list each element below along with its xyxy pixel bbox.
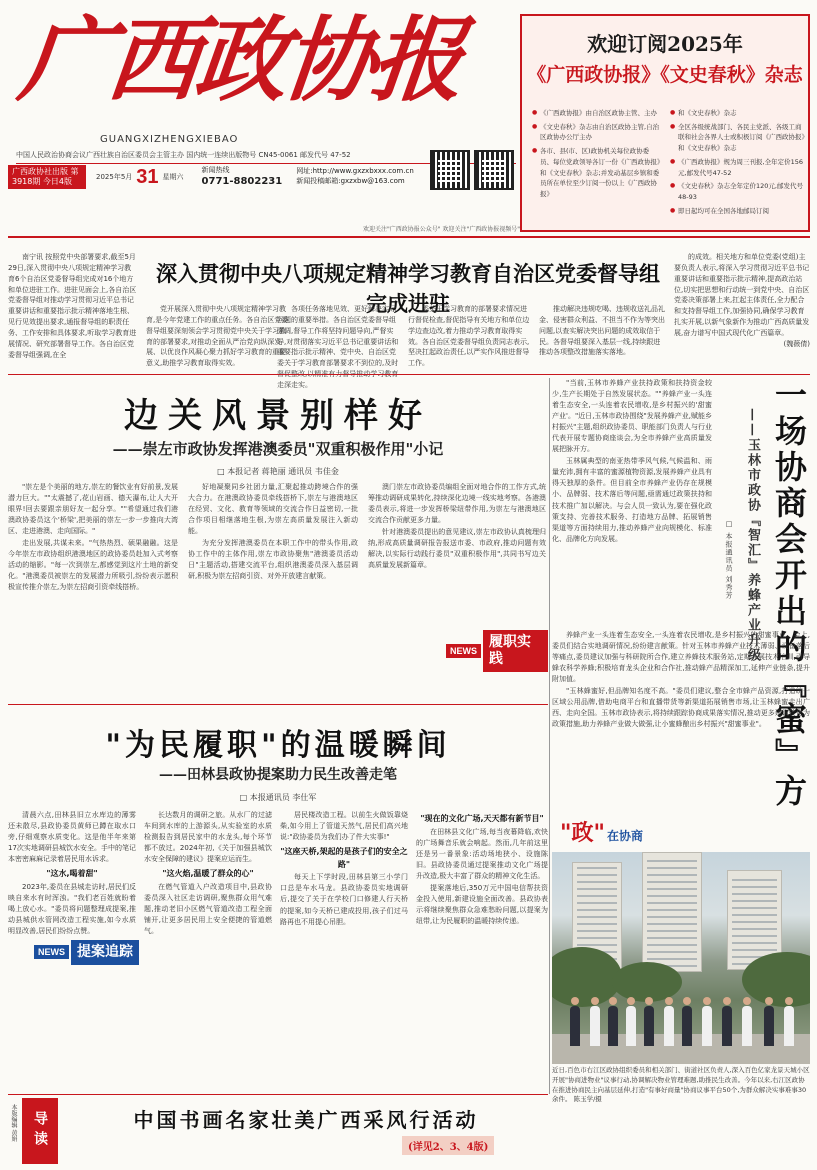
masthead-pinyin: GUANGXIZHENGXIEBAO [100, 134, 239, 145]
list-item: ● 《广西政协报》规为周三刊报,全年定价156元,邮发代号47-52 [670, 157, 805, 178]
top-story-right-column [674, 252, 810, 350]
paragraph: 在田林县文化广场,每当夜幕降临,欢快的广场舞音乐就会响起。然而,几年前这里还是另一番景象:活动场地狭小、设施陈旧。县政协委员通过提案推动文化广场提升改造,极大丰富了群众的精神文化生活。 [416, 827, 548, 880]
guide-label: 导读 [22, 1098, 58, 1164]
paragraph: 每天上下学时段,田林县第三小学门口总是车水马龙。县政协委员实地调研后,提交了关于在学校门口修建人行天桥的提案,如今天桥已建成投用,孩子们过马路再也不用提心吊胆。 [280, 873, 408, 926]
top-story-byline: (魏薇倩) [783, 339, 810, 348]
tag-chinese: 履职实践 [483, 630, 548, 672]
paragraph: 为充分发挥港澳委员在本职工作中的带头作用,政协工作中的主体作用,崇左市政协聚焦"港澳委员活动日"主题活动,搭建交流平台,组织港澳委员深入基层调研,积极为崇左招商引资、对外开放建言献策。 [188, 539, 358, 581]
person [682, 1006, 692, 1046]
website-link[interactable]: 网址:http://www.gxzxbxxx.com.cn [296, 167, 414, 176]
ad-subtitle: 《广西政协报》《文史春秋》杂志 [527, 64, 803, 86]
person [590, 1006, 600, 1046]
paragraph: 澳门崇左市政协委员编组全面对地合作的工作方式,统筹推动调研成果转化,持续深化边境一线实地考察。各港澳委员表示,将进一步发挥桥梁纽带作用,为崇左与港澳地区交流合作贡献更多力量。 [368, 483, 546, 525]
article-byline: □ 本报记者 蒋艳丽 通讯员 韦佳金 [217, 467, 339, 476]
editor-info: 本版编辑 黄娟 [10, 1104, 17, 1142]
person [742, 1006, 752, 1046]
guide-banner[interactable] [22, 1098, 548, 1164]
person [608, 1006, 618, 1046]
column-rule [549, 378, 550, 1094]
paragraph: "玉林蜂蜜好,但品牌知名度不高。"委员们建议,整合全市蜂产品资源,打造统一区域公用品牌,借助电商平台和直播带货等新渠道拓展销售市场,让玉林蜂蜜走出广西、走向全国。玉林市政协表示,将持续跟踪协商成果落实情况,推动更多建议转化为政策措施,助力养蜂产业做大做强,让小蜜蜂酿出乡村振兴"甜蜜事业"。 [552, 687, 810, 729]
top-story-column: 各项任务落地见效、更好解决实际问题的重要举措。各自治区党委督导组强调,督导工作将坚持问题导向,严督实导,对贯彻落实习近平总书记重要讲话和重要指示批示精神、党中央、自治区党委关于学习教育部署要求不到位的,及时 走深走实。 [277, 305, 399, 389]
divider [8, 1094, 548, 1095]
tag-chinese: 提案追踪 [71, 940, 139, 965]
list-item: ● 《文史春秋》杂志全年定价120元,邮发代号48-93 [670, 181, 805, 202]
article-warm-moments [8, 708, 548, 1000]
article-column [188, 482, 358, 583]
paragraph: 走出发展,共谋未来。"气热热烈、硕果融融。这是今年崇左市政协组织港澳地区的政协委员赴加入式考察活动的缩影。"每一次到崇左,都感觉到这片土地的新变化。"港澳委员被崇左的发展潜力所吸引,纷纷表示愿积极宣传推介崇左,为崇左招商引资牵线搭桥。 [8, 539, 178, 592]
photo-caption: 近日,百色市右江区政协组织委员和相关部门、街道社区负责人,深入百色亿家龙景天城小区开展"协商进物业"议事行动,协调解决物业管理难题,助推民生改善。今年以来,右江区政协在推进协商民主向基层延伸,打造"有事好商量"协商议事平台50个,为群众解决实事难事30余件。 陈玉学/摄 [552, 1066, 810, 1104]
paragraph: 在燃气管道入户改造项目中,县政协委员深入社区走访调研,聚焦群众用气难题,推动老旧小区燃气管道改造工程全面铺开,让更多居民用上安全便捷的管道燃气。 [144, 882, 272, 936]
paragraph: 好地凝聚同乡社团力量,汇聚起推动跨境合作的强大合力。在港澳政协委员牵线搭桥下,崇左与港澳地区在经贸、文化、教育等领域的交流合作日益密切,一批合作项目相继落地生根,为崇左高质量发展注入新动能。 [188, 483, 358, 536]
subscription-ad[interactable] [520, 14, 810, 232]
paragraph: "当前,玉林市养蜂产业扶持政策和扶持资金较少,生产长期处于自然发展状态。""养蜂产业一头连着生态安全,一头连着农民增收,是乡村振兴的'甜蜜产业'。"近日,玉林市政协围绕"发展养蜂产业,赋能乡村振兴"主题,组织政协委员、职能部门负责人与行业代表开展专题协商座谈会,为全市养蜂产业高质量发展把脉开方。 [552, 379, 712, 454]
masthead-title: 广西政协报 [14, 6, 466, 114]
tag-english: NEWS [446, 644, 481, 658]
article-column [144, 810, 272, 938]
issue-badge: 广西政协社出版 第3918期 今日4版 [8, 165, 86, 189]
top-story-right-text: 的成效。相关地方和单位党委(党组)主要负责人表示,将深入学习贯彻习近平总书记重要讲话和重要指示批示精神,提高政治站位,切实把思想和行动统一到党中央、自治区党委决策部署上来,扛起主体责任,全力配合和支持督导组工作,加强协同,确保学习教育扎实开展,以新气象新作为推动广西高质量发展,奋力谱写中国式现代化广西篇章。 [674, 253, 810, 337]
email-link[interactable]: 新闻投稿邮箱:gxzxbw@163.com [296, 177, 405, 185]
news-photo[interactable] [552, 852, 810, 1064]
list-item: ● 各市、县(市、区)政协机关每位政协委员、每位党政领导各订一份《广西政协报》和《文史春秋》杂志;并发动基层乡镇和委员所在单位至少订阅一份以上《广西政协报》 [532, 146, 662, 200]
ad-list-left [532, 108, 662, 203]
masthead [8, 6, 518, 231]
subheading: "现在的文化广场,天天都有新节目" [420, 814, 544, 823]
web-links [296, 167, 414, 187]
article-byline: □ 本报通讯员 李仕军 [239, 793, 317, 802]
paragraph: 玉林属典型的南亚热带季风气候,气候温和、雨量充沛,拥有丰富的蜜源植物资源,发展养蜂产业具有得天独厚的条件。但目前全市养蜂产业仍存在规模小、品牌弱、技术落后等问题,亟需通过政策扶持和技术推广加以解决。与会人员一致认为,要在强化政策支持、完善技术服务、打造地方品牌、拓展销售渠道等方面持续用力,推动养蜂产业向规模化、标准化、品牌化方向发展。 [552, 457, 712, 543]
date-prefix: 2025年5月 [96, 173, 133, 181]
article-subtitle: ——田林县政协提案助力民生改善走笔 [159, 767, 397, 783]
divider [8, 236, 810, 238]
subheading: "这水,喝着甜" [46, 869, 98, 879]
subheading: "这座天桥,架起的是孩子们的安全之路" [280, 847, 408, 869]
zaixieshang-logo [560, 816, 643, 847]
tree [612, 962, 682, 1002]
divider [8, 374, 810, 375]
paragraph: 提案落地后,350万元中国电信帮扶资金投入使用,新建设施全面改善。县政协表示将继续聚焦群众急难愁盼问题,以提案为纽带,让为民履职的温暖持续传递。 [416, 883, 548, 925]
top-story-column: 委关于学习教育的部署要求情况进行督促检查,督促指导有关地方和单位边学边查边改,着力推动学习教育取得实效。各自治区党委督导组负责同志表示,坚决扛起政治责任,以严实作风推进督导工作。 [408, 305, 530, 368]
subheading: "这火焰,温暖了群众的心" [162, 869, 254, 879]
qr-codes [430, 150, 514, 190]
article-title[interactable]: "为民履职"的温暖瞬间 [105, 728, 451, 763]
person [764, 1006, 774, 1046]
list-item: ● 全区各级统战部门、各民主党派、各级工商联和社会各界人士或积极订阅《广西政协报》和《文史春秋》杂志 [670, 122, 805, 154]
section-tag [34, 940, 139, 965]
section-tag [446, 630, 548, 672]
paragraph: 清晨六点,田林县旧立水库边的薄雾还未散尽,县政协委员黄师已蹲在取水口旁,仔细观察水质变化。这是他半年来第17次实地调研县城饮水安全。手中的笔记本密密麻麻记录着居民用水诉求。 [8, 811, 136, 864]
publication-info: 中国人民政治协商会议广西壮族自治区委员会主管主办 国内统一连续出版物号 CN45-0061 邮发代号 47-52 [16, 151, 516, 164]
paragraph: 养蜂产业一头连着生态安全,一头连着农民增收,是乡村振兴的甜蜜事业。会上,委员们结合实地调研情况,纷纷建言献策。针对玉林市养蜂产业技术薄弱、设备落后等痛点,委员建议加强与科研院所合作,建立养蜂技术服务站,定期开展技术培训,引导蜂农科学养蜂;积极培育龙头企业和合作社,推动蜂产品精深加工,延伸产业链条,提升附加值。 [552, 631, 810, 684]
article-subtitle: ——崇左市政协发挥港澳委员"双重积极作用"小记 [112, 440, 444, 458]
list-item: ● 《文史春秋》杂志由自治区政协主管,自治区政协办公厅主办 [532, 122, 662, 143]
guide-headline[interactable]: 中国书画名家壮美广西采风行活动 [133, 1108, 479, 1132]
person [644, 1006, 654, 1046]
hotline-number: 0771-8802231 [201, 176, 283, 188]
article-column [552, 630, 810, 731]
logo-big-text: "政" [560, 820, 605, 846]
guide-pages: (详见2、3、4版) [402, 1136, 494, 1155]
article-column [368, 482, 546, 572]
date-weekday: 星期六 [162, 173, 184, 181]
article-column [416, 810, 548, 928]
person [570, 1006, 580, 1046]
person [722, 1006, 732, 1046]
list-item: ● 《广西政协报》由自治区政协主管、主办 [532, 108, 662, 119]
tag-english: NEWS [34, 945, 69, 959]
article-border-scenery [8, 378, 548, 703]
top-story-lead: 南宁讯 按照党中央部署要求,截至5月29日,深入贯彻中央八项规定精神学习教育6个自治区党委督导组完成对16个地方和单位进驻工作。进驻见面会上,各自治区党委督导组对推动学习贯彻习近平总书记重要讲话和重要指示批示精神落地生根、见行见效提出要求,通报督导组的职责任务、工作安排和具体要求,听取学习教育进展情况、研究部署督导工作。各自治区党委督导组强调,在全 [8, 253, 137, 359]
article-column [280, 810, 408, 929]
person [784, 1006, 794, 1046]
person [702, 1006, 712, 1046]
logo-small-text: 在协商 [606, 829, 643, 843]
building [642, 852, 702, 972]
article-byline: □ 本报通讯员 刘秀芳 [725, 520, 733, 600]
paragraph: 长达数月的调研之旅。从水厂的过滤车间到水库的上游源头,从实验室的水质检测报告到居民家中的水龙头,每个环节都不放过。2024年初,《关于加强县城饮水安全保障的建议》提案应运而生。 [144, 811, 272, 864]
issue-date [96, 166, 184, 189]
article-title[interactable]: 一场协商会开出的『蜜』方 [770, 378, 808, 810]
list-item: ● 和《文史春秋》杂志 [670, 108, 805, 119]
top-story-column: 党开展深入贯彻中央八项规定精神学习教育,是今年党建工作的重点任务。各自治区党委督导组要深刻领会学习贯彻党中央关于学习教育的部署要求,对推动全面从严治党向纵深发展、以优良作风凝心聚力抓好学习教育的重要意义,助推学习教育取得实效。 [146, 305, 289, 368]
date-day: 31 [136, 165, 159, 188]
article-subtitle: ——玉林市政协『智汇』养蜂产业升级 [745, 408, 760, 663]
list-item: ● 即日起均可在全国各地邮局订阅 [670, 206, 805, 217]
qr-code-icon[interactable] [474, 150, 514, 190]
article-column [552, 378, 712, 546]
article-column [8, 810, 136, 938]
qr-caption: 欢迎关注"广西政协报公众号" 欢迎关注"广西政协报视频号" [363, 226, 520, 233]
divider [8, 704, 548, 705]
paragraph: 针对港澳委员提出的意见建议,崇左市政协认真梳理归纳,形成高质量调研报告报送市委、市政府,推动问题有效解决,以实际行动践行委员"双重积极作用",共同书写边关高质量发展新篇章。 [368, 528, 546, 570]
news-hotline [202, 166, 283, 188]
person [664, 1006, 674, 1046]
ad-list-right [670, 108, 805, 219]
top-story-headline[interactable]: 深入贯彻中央八项规定精神学习教育自治区党委督导组完成进驻 [156, 261, 660, 316]
top-story-column: 推动解决违规吃喝、违规收送礼品礼金、侵害群众利益、不担当不作为等突出问题,以查实解决突出问题的成效取信于民。各督导组要深入基层一线,持续跟进推动各项整改措施落实落地。 [539, 305, 665, 357]
top-story [8, 244, 810, 389]
person [626, 1006, 636, 1046]
paragraph: 2023年,委员在县城走访时,居民们反映自来水有时浑浊。"我们老百姓就盼着喝上放心水。"委员将问题整理成提案,推动县城供水管网改造工程实施,如今水质明显改善,居民们纷纷点赞。 [8, 882, 136, 936]
hotline-label: 新闻热线 [201, 165, 230, 174]
paragraph: 居民楼改造工程。以前生火做饭靠烧柴,如今用上了管道天然气,居民们高兴地说:"政协委员为我们办了件大实事!" [280, 811, 408, 842]
article-title[interactable]: 边关风景别样好 [124, 396, 432, 436]
qr-code-icon[interactable] [430, 150, 470, 190]
paragraph: "崇左是个美丽的地方,崇左的餐饮业有好前景,发展潜力巨大。""太震撼了,花山岩画、德天瀑布,让人大开眼界!回去要跟亲朋好友一起分享。""希望通过我们港澳政协委员这个'桥梁',把美丽的崇左一步一步推向大湾区、走进港澳、走向国际。" [8, 483, 178, 536]
ad-title: 欢迎订阅2025年 [587, 32, 743, 56]
article-column [8, 482, 178, 594]
